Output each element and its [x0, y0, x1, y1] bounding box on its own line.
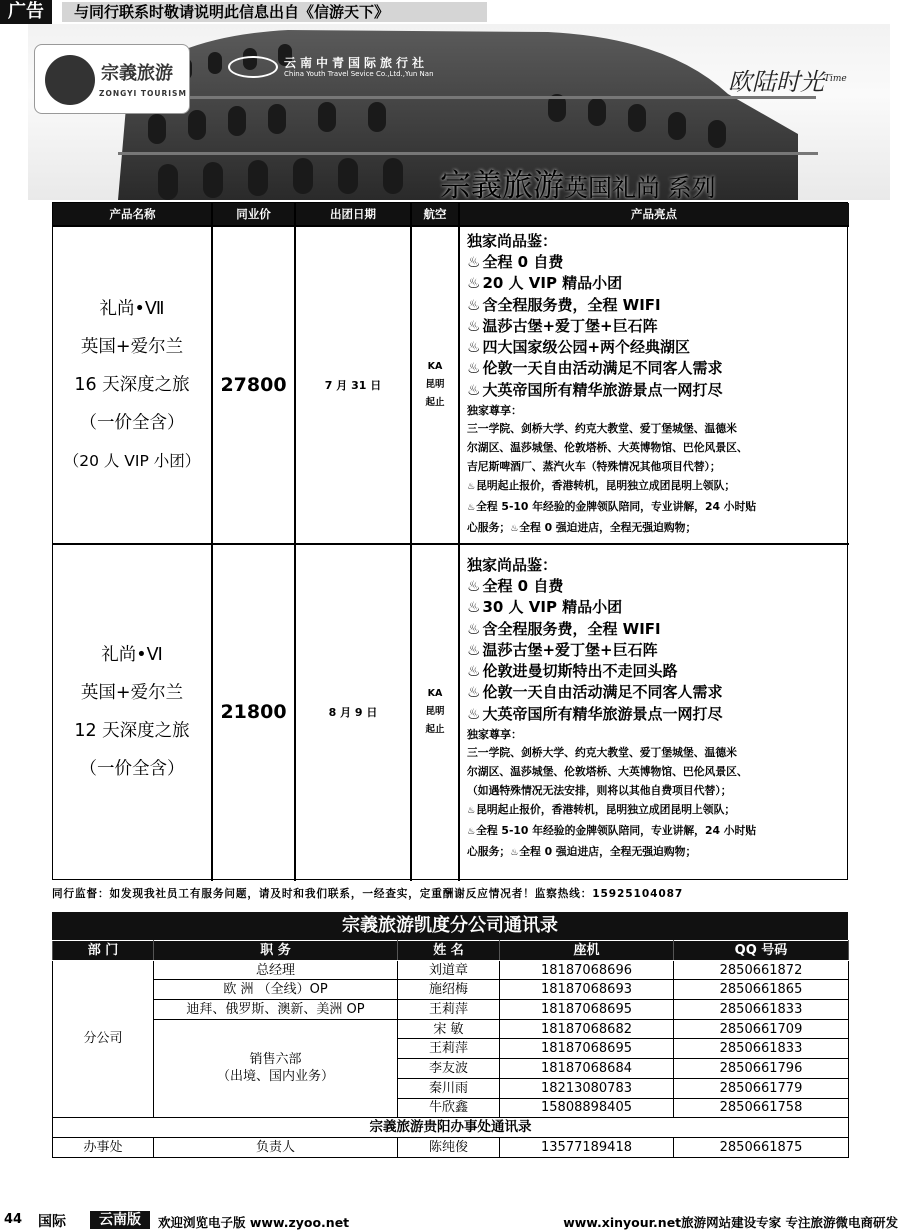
table-row: 牛欣鑫 15808898405 2850661758: [53, 1098, 849, 1118]
list-item: ♨ 伦敦进曼切斯特出不走回头路: [467, 661, 847, 682]
list-item: ♨ 四大国家级公园+两个经典湖区: [467, 337, 847, 358]
list-item: ♨ 全程 0 自费: [467, 576, 847, 597]
list-item: ♨ 伦敦一天自由活动满足不同客人需求: [467, 682, 847, 703]
series-title: 宗義旅游英国礼尚 系列: [440, 168, 716, 200]
product-date: 8 月 9 日: [328, 706, 378, 719]
list-item: ♨ 30 人 VIP 精品小团: [467, 597, 847, 618]
contact-table: [52, 940, 849, 1158]
header-dept: 部 门: [53, 941, 154, 961]
product-name-cell: 礼尚•Ⅶ 英国+爱尔兰 16 天深度之旅 （一价全含） （20 人 VIP 小团）: [63, 299, 201, 470]
section-name: 国际: [38, 1214, 66, 1230]
edition-badge: 云南版: [90, 1211, 150, 1229]
product-airline: KA 昆明 起止: [425, 361, 445, 408]
footprint-logo-icon: [45, 55, 95, 105]
zongyi-logo: 宗義旅游 ZONGYI TOURISM: [34, 44, 190, 114]
list-item: ♨ 含全程服务费，全程 WIFI: [467, 619, 847, 640]
supervision-hotline: 同行监督：如发现我社员工有服务问题，请及时和我们联系，一经查实，定重酬谢反应情况者！监察热线：15925104087: [52, 888, 684, 900]
footer-ad: www.xinyour.net旅游网站建设专家 专注旅游微电商研发: [563, 1215, 898, 1230]
header-role: 职 务: [154, 941, 398, 961]
list-item: ♨ 温莎古堡+爱丁堡+巨石阵: [467, 316, 847, 337]
product-name-cell: 礼尚•Ⅵ 英国+爱尔兰 12 天深度之旅 （一价全含）: [74, 645, 190, 779]
contact-title: 宗義旅游凯度分公司通讯录: [52, 912, 848, 940]
page-number: 44: [4, 1212, 23, 1227]
page-footer: [0, 1210, 900, 1230]
product-price: 21800: [220, 701, 287, 723]
product-highlights: 独家尚品鉴： ♨ 全程 0 自费 ♨ 30 人 VIP 精品小团 ♨ 含全程服务费，全程 WIFI ♨ 温莎古堡+爱丁堡+巨石阵 ♨ 伦敦进曼切斯特出不走回头路 ♨ 伦敦一天自由活动满足不同客人需求 ♨ 大英帝国所有精华旅游景点一网打尽 独家尊享： 三一学院、剑桥大学、约克大教堂、爱丁堡城堡、温德米 尔湖区、温莎城堡、伦敦塔桥、大英博物馆、巴伦风景区、 （如遇特殊情况无法安排，则将以其他自费项目代替）； ♨ 昆明起止报价，香港转机，昆明独立成团昆明上领队； ♨ 全程 5-10 年经验的金牌领队陪同，专业讲解，24 小时贴 心服务；♨ 全程 0 强迫进店，全程无强迫购物；: [467, 555, 847, 863]
list-item: ♨ 温莎古堡+爱丁堡+巨石阵: [467, 640, 847, 661]
dept-cell: 分公司: [53, 960, 154, 1118]
list-item: ♨ 大英帝国所有精华旅游景点一网打尽: [467, 380, 847, 401]
list-item: ♨ 大英帝国所有精华旅游景点一网打尽: [467, 704, 847, 725]
sales-dept-cell: 销售六部 （出境、国内业务）: [154, 1019, 398, 1117]
europe-time-brand: 欧陆时光$^{Time}$: [728, 68, 847, 96]
col-header-airline: 航空: [411, 203, 459, 225]
cyts-logo-icon: [228, 56, 278, 78]
agency-name-en: China Youth Travel Sevice Co.,Ltd.,Yun Nan: [284, 70, 434, 78]
hero-banner: [28, 24, 890, 200]
header-name: 姓 名: [398, 941, 500, 961]
product-price: 27800: [220, 374, 287, 396]
ad-bar: [0, 0, 900, 24]
list-item: ♨ 20 人 VIP 精品小团: [467, 273, 847, 294]
table-row: 分公司 总经理 刘道章 18187068696 2850661872: [53, 960, 849, 980]
list-item: ♨ 含全程服务费，全程 WIFI: [467, 295, 847, 316]
table-row: 销售六部 （出境、国内业务） 宋 敏 18187068682 2850661709: [53, 1019, 849, 1039]
header-phone: 座机: [500, 941, 674, 961]
list-item: ♨ 全程 0 自费: [467, 252, 847, 273]
col-header-price: 同业价: [212, 203, 295, 225]
col-header-highlights: 产品亮点: [459, 203, 849, 225]
table-row: 迪拜、俄罗斯、澳新、美洲 OP 王莉萍 18187068695 2850661833: [53, 1000, 849, 1020]
col-header-date: 出团日期: [295, 203, 411, 225]
list-item: ♨ 伦敦一天自由活动满足不同客人需求: [467, 358, 847, 379]
table-row: 李友波 18187068684 2850661796: [53, 1059, 849, 1079]
product-airline: KA 昆明 起止: [425, 688, 445, 735]
table-row: 欧 洲 （全线）OP 施绍梅 18187068693 2850661865: [53, 980, 849, 1000]
agency-name-cn: 云南中青国际旅行社: [284, 56, 429, 70]
header-qq: QQ 号码: [674, 941, 849, 961]
footer-website: 欢迎浏览电子版 www.zyoo.net: [158, 1215, 350, 1230]
ad-label: 广告: [0, 0, 52, 24]
product-highlights: 独家尚品鉴： ♨ 全程 0 自费 ♨ 20 人 VIP 精品小团 ♨ 含全程服务费，全程 WIFI ♨ 温莎古堡+爱丁堡+巨石阵 ♨ 四大国家级公园+两个经典湖区 ♨ 伦敦一天自由活动满足不同客人需求 ♨ 大英帝国所有精华旅游景点一网打尽 独家尊享： 三一学院、剑桥大学、约克大教堂、爱丁堡城堡、温德米 尔湖区、温莎城堡、伦敦塔桥、大英博物馆、巴伦风景区、 吉尼斯啤酒厂、蒸汽火车（特殊情况其他项目代替）； ♨ 昆明起止报价，香港转机，昆明独立成团昆明上领队； ♨ 全程 5-10 年经验的金牌领队陪同，专业讲解，24 小时贴 心服务；♨ 全程 0 强迫进店，全程无强迫购物；: [467, 231, 847, 539]
table-row: 王莉萍 18187068695 2850661833: [53, 1039, 849, 1059]
product-date: 7 月 31 日: [324, 379, 382, 392]
table-row: 办事处 负责人 陈纯俊 13577189418 2850661875: [53, 1137, 849, 1157]
product-table: [52, 202, 848, 880]
table-row: 秦川雨 18213080783 2850661779: [53, 1078, 849, 1098]
col-header-product: 产品名称: [53, 203, 212, 225]
ad-source-note: 与同行联系时敬请说明此信息出自《信游天下》: [62, 2, 487, 22]
office-title: 宗義旅游贵阳办事处通讯录: [53, 1118, 849, 1138]
